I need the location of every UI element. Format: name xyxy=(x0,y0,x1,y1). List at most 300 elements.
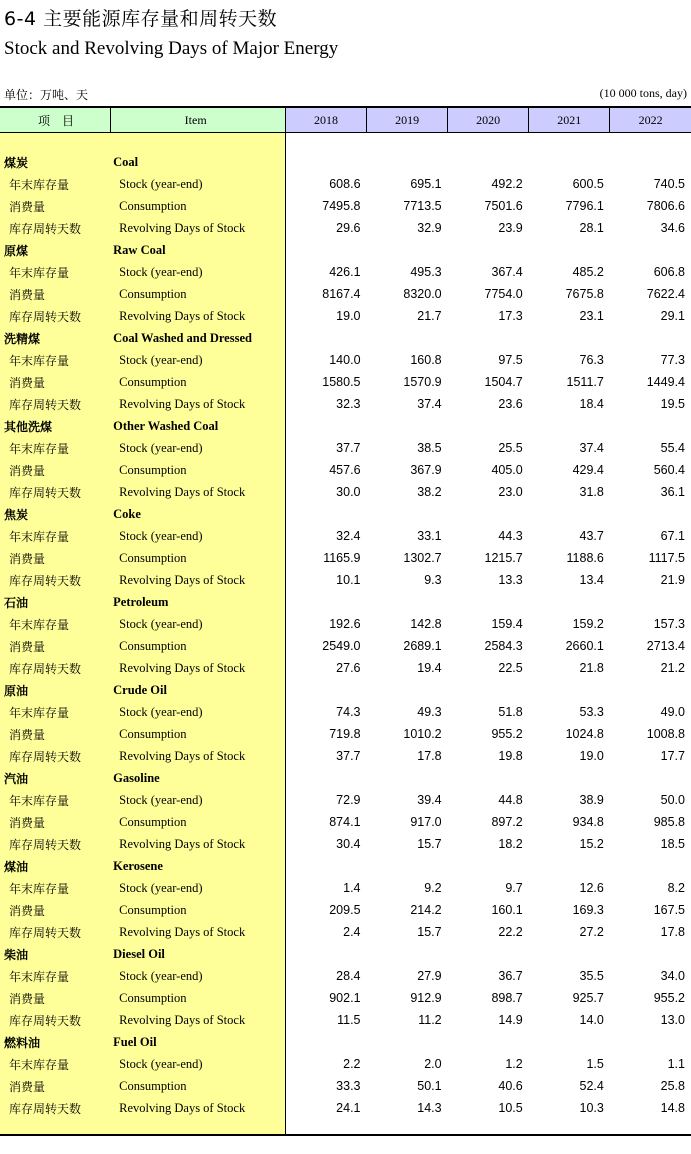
row-label-cn: 库存周转天数 xyxy=(9,309,82,324)
value-cell: 50.1 xyxy=(417,1079,442,1093)
category-label-cn: 其他洗煤 xyxy=(4,419,53,434)
empty-cell xyxy=(285,503,366,525)
value-cell: 159.2 xyxy=(572,617,604,631)
value-cell: 39.4 xyxy=(417,793,442,807)
value-cell: 695.1 xyxy=(410,177,442,191)
value-cell: 9.2 xyxy=(424,881,442,895)
value-cell: 608.6 xyxy=(329,177,361,191)
value-cell: 14.0 xyxy=(579,1013,604,1027)
value-cell: 53.3 xyxy=(579,705,604,719)
value-cell: 44.3 xyxy=(498,529,523,543)
row-label-en: Consumption xyxy=(119,902,187,917)
value-cell: 917.0 xyxy=(410,815,442,829)
table-row xyxy=(0,459,691,481)
value-cell: 13.3 xyxy=(498,573,523,587)
value-cell: 23.0 xyxy=(498,485,523,499)
row-label-cn: 年末库存量 xyxy=(9,793,70,808)
row-label-cn: 消费量 xyxy=(9,463,46,478)
row-label-en: Revolving Days of Stock xyxy=(119,1100,246,1115)
row-label-en: Revolving Days of Stock xyxy=(119,836,246,851)
empty-cell xyxy=(285,1031,366,1053)
row-label-en: Consumption xyxy=(119,1078,187,1093)
value-cell: 36.1 xyxy=(660,485,685,499)
value-cell: 140.0 xyxy=(329,353,361,367)
table-row xyxy=(0,1075,691,1097)
value-cell: 1570.9 xyxy=(403,375,442,389)
value-cell: 44.8 xyxy=(498,793,523,807)
value-cell: 429.4 xyxy=(572,463,604,477)
value-cell: 21.8 xyxy=(579,661,604,675)
table-header-row xyxy=(0,108,691,133)
value-cell: 7754.0 xyxy=(484,287,523,301)
row-label-cn: 消费量 xyxy=(9,375,46,390)
row-label-cn: 库存周转天数 xyxy=(9,397,82,412)
value-cell: 38.9 xyxy=(579,793,604,807)
value-cell: 160.8 xyxy=(410,353,442,367)
table-row xyxy=(0,635,691,657)
value-cell: 10.3 xyxy=(579,1101,604,1115)
table-row xyxy=(0,371,691,393)
row-label-en: Stock (year-end) xyxy=(119,704,203,719)
empty-cell xyxy=(448,943,529,965)
row-label-cn: 消费量 xyxy=(9,199,46,214)
row-label-en: Revolving Days of Stock xyxy=(119,1012,246,1027)
value-cell: 1.1 xyxy=(667,1057,685,1071)
value-cell: 902.1 xyxy=(329,991,361,1005)
category-label-cn: 原煤 xyxy=(4,243,29,258)
empty-cell xyxy=(610,239,691,261)
unit-label-en: (10 000 tons, day) xyxy=(599,86,687,100)
value-cell: 2660.1 xyxy=(565,639,604,653)
row-label-cn: 年末库存量 xyxy=(9,881,70,896)
value-cell: 74.3 xyxy=(336,705,361,719)
value-cell: 159.4 xyxy=(491,617,523,631)
table-row xyxy=(0,349,691,371)
category-label-en: Fuel Oil xyxy=(113,1034,157,1049)
row-label-en: Consumption xyxy=(119,198,187,213)
table-row xyxy=(0,657,691,679)
value-cell: 719.8 xyxy=(329,727,361,741)
table-row xyxy=(0,745,691,767)
row-label-en: Stock (year-end) xyxy=(119,352,203,367)
empty-cell xyxy=(448,239,529,261)
header-year: 2020 xyxy=(448,108,529,133)
value-cell: 9.3 xyxy=(424,573,442,587)
row-label-en: Revolving Days of Stock xyxy=(119,924,246,939)
value-cell: 10.5 xyxy=(498,1101,523,1115)
category-label-en: Coke xyxy=(113,506,141,521)
empty-cell xyxy=(367,767,448,789)
table-top-rule xyxy=(0,106,691,108)
value-cell: 169.3 xyxy=(572,903,604,917)
empty-cell xyxy=(610,327,691,349)
row-label-en: Revolving Days of Stock xyxy=(119,396,246,411)
category-row xyxy=(0,591,691,613)
category-label-en: Coal xyxy=(113,154,139,169)
row-label-cn: 库存周转天数 xyxy=(9,1101,82,1116)
value-cell: 51.8 xyxy=(498,705,523,719)
row-label-cn: 年末库存量 xyxy=(9,969,70,984)
value-cell: 740.5 xyxy=(653,177,685,191)
value-cell: 912.9 xyxy=(410,991,442,1005)
value-cell: 27.9 xyxy=(417,969,442,983)
category-label-en: Raw Coal xyxy=(113,242,166,257)
empty-cell xyxy=(367,239,448,261)
value-cell: 14.9 xyxy=(498,1013,523,1027)
value-cell: 8320.0 xyxy=(403,287,442,301)
empty-cell xyxy=(367,415,448,437)
value-cell: 15.7 xyxy=(417,925,442,939)
value-cell: 72.9 xyxy=(336,793,361,807)
value-cell: 1511.7 xyxy=(566,375,604,389)
value-cell: 29.6 xyxy=(336,221,361,235)
value-cell: 36.7 xyxy=(498,969,523,983)
category-row xyxy=(0,679,691,701)
value-cell: 17.8 xyxy=(660,925,685,939)
value-cell: 485.2 xyxy=(572,265,604,279)
value-cell: 23.1 xyxy=(579,309,604,323)
energy-table-container xyxy=(0,106,691,1137)
row-label-cn: 消费量 xyxy=(9,815,46,830)
value-cell: 157.3 xyxy=(653,617,685,631)
value-cell: 13.4 xyxy=(579,573,604,587)
value-cell: 167.5 xyxy=(653,903,685,917)
value-cell: 11.2 xyxy=(418,1013,442,1027)
row-label-cn: 年末库存量 xyxy=(9,617,70,632)
value-cell: 2.0 xyxy=(424,1057,442,1071)
value-cell: 10.1 xyxy=(336,573,361,587)
value-cell: 457.6 xyxy=(329,463,361,477)
value-cell: 19.8 xyxy=(498,749,523,763)
empty-cell xyxy=(610,503,691,525)
table-row xyxy=(0,173,691,195)
row-label-cn: 库存周转天数 xyxy=(9,221,82,236)
value-cell: 33.3 xyxy=(336,1079,361,1093)
value-cell: 28.4 xyxy=(336,969,361,983)
page-title-cn: 6-4 主要能源库存量和周转天数 xyxy=(4,8,278,30)
value-cell: 19.0 xyxy=(336,309,361,323)
table-row xyxy=(0,217,691,239)
row-label-en: Revolving Days of Stock xyxy=(119,484,246,499)
row-label-cn: 消费量 xyxy=(9,287,46,302)
value-cell: 17.8 xyxy=(417,749,442,763)
category-label-cn: 原油 xyxy=(4,683,29,698)
value-cell: 30.4 xyxy=(336,837,361,851)
row-label-cn: 消费量 xyxy=(9,1079,46,1094)
value-cell: 29.1 xyxy=(660,309,685,323)
table-row xyxy=(0,987,691,1009)
empty-cell xyxy=(448,151,529,173)
value-cell: 97.5 xyxy=(498,353,523,367)
category-row xyxy=(0,415,691,437)
row-label-en: Consumption xyxy=(119,638,187,653)
table-row xyxy=(0,437,691,459)
value-cell: 40.6 xyxy=(498,1079,523,1093)
value-cell: 67.1 xyxy=(660,529,685,543)
table-row xyxy=(0,525,691,547)
empty-cell xyxy=(529,855,610,877)
row-label-en: Consumption xyxy=(119,286,187,301)
row-label-cn: 消费量 xyxy=(9,903,46,918)
value-cell: 9.7 xyxy=(505,881,523,895)
empty-cell xyxy=(610,943,691,965)
value-cell: 21.9 xyxy=(660,573,685,587)
value-cell: 12.6 xyxy=(579,881,604,895)
value-cell: 38.5 xyxy=(417,441,442,455)
value-cell: 7622.4 xyxy=(646,287,685,301)
row-label-en: Stock (year-end) xyxy=(119,880,203,895)
category-label-cn: 石油 xyxy=(4,595,29,610)
empty-cell xyxy=(285,943,366,965)
value-cell: 1117.5 xyxy=(648,551,685,565)
value-cell: 52.4 xyxy=(579,1079,604,1093)
table-row xyxy=(0,195,691,217)
table-row xyxy=(0,723,691,745)
value-cell: 1.5 xyxy=(586,1057,604,1071)
row-label-cn: 年末库存量 xyxy=(9,265,70,280)
value-cell: 18.5 xyxy=(660,837,685,851)
table-row xyxy=(0,789,691,811)
empty-cell xyxy=(367,679,448,701)
value-cell: 1302.7 xyxy=(403,551,442,565)
row-label-en: Stock (year-end) xyxy=(119,1056,203,1071)
value-cell: 22.5 xyxy=(498,661,523,675)
row-label-en: Consumption xyxy=(119,374,187,389)
empty-cell xyxy=(529,591,610,613)
value-cell: 25.8 xyxy=(660,1079,685,1093)
empty-cell xyxy=(448,591,529,613)
header-year: 2022 xyxy=(610,108,691,133)
table-row xyxy=(0,833,691,855)
value-cell: 955.2 xyxy=(653,991,685,1005)
value-cell: 17.7 xyxy=(660,749,685,763)
table-row xyxy=(0,481,691,503)
value-cell: 898.7 xyxy=(491,991,523,1005)
category-row xyxy=(0,327,691,349)
value-cell: 1010.2 xyxy=(403,727,442,741)
empty-cell xyxy=(529,503,610,525)
value-cell: 367.4 xyxy=(491,265,523,279)
header-year: 2021 xyxy=(529,108,610,133)
row-label-en: Stock (year-end) xyxy=(119,176,203,191)
value-cell: 19.4 xyxy=(417,661,442,675)
value-cell: 77.3 xyxy=(660,353,685,367)
category-label-cn: 煤炭 xyxy=(4,155,29,170)
table-row xyxy=(0,261,691,283)
value-cell: 7675.8 xyxy=(565,287,604,301)
category-label-en: Coal Washed and Dressed xyxy=(113,330,252,345)
category-row xyxy=(0,151,691,173)
empty-cell xyxy=(367,591,448,613)
value-cell: 606.8 xyxy=(653,265,685,279)
row-label-en: Revolving Days of Stock xyxy=(119,660,246,675)
empty-cell xyxy=(610,679,691,701)
value-cell: 7495.8 xyxy=(322,199,361,213)
category-row xyxy=(0,1031,691,1053)
value-cell: 7501.6 xyxy=(484,199,523,213)
category-label-cn: 燃料油 xyxy=(4,1035,41,1050)
value-cell: 31.8 xyxy=(579,485,604,499)
value-cell: 1008.8 xyxy=(646,727,685,741)
empty-cell xyxy=(285,415,366,437)
empty-cell xyxy=(367,943,448,965)
row-label-cn: 年末库存量 xyxy=(9,353,70,368)
category-label-cn: 柴油 xyxy=(4,947,29,962)
category-label-en: Diesel Oil xyxy=(113,946,165,961)
value-cell: 49.0 xyxy=(660,705,685,719)
value-cell: 14.8 xyxy=(660,1101,685,1115)
table-row xyxy=(0,701,691,723)
value-cell: 600.5 xyxy=(572,177,604,191)
category-label-cn: 汽油 xyxy=(4,771,29,786)
value-cell: 209.5 xyxy=(329,903,361,917)
value-cell: 23.6 xyxy=(498,397,523,411)
value-cell: 27.6 xyxy=(336,661,361,675)
row-label-cn: 库存周转天数 xyxy=(9,573,82,588)
table-row xyxy=(0,877,691,899)
empty-cell xyxy=(529,327,610,349)
value-cell: 2713.4 xyxy=(646,639,685,653)
value-cell: 18.2 xyxy=(498,837,523,851)
value-cell: 22.2 xyxy=(498,925,523,939)
value-cell: 1024.8 xyxy=(565,727,604,741)
row-label-cn: 消费量 xyxy=(9,727,46,742)
table-row xyxy=(0,569,691,591)
value-cell: 1165.9 xyxy=(323,551,361,565)
value-cell: 1449.4 xyxy=(646,375,685,389)
category-row xyxy=(0,943,691,965)
empty-cell xyxy=(285,767,366,789)
value-cell: 32.9 xyxy=(417,221,442,235)
value-cell: 560.4 xyxy=(653,463,685,477)
value-cell: 2584.3 xyxy=(484,639,523,653)
row-label-cn: 库存周转天数 xyxy=(9,485,82,500)
row-label-cn: 消费量 xyxy=(9,991,46,1006)
value-cell: 14.3 xyxy=(417,1101,442,1115)
value-cell: 43.7 xyxy=(579,529,604,543)
empty-cell xyxy=(285,855,366,877)
row-label-en: Revolving Days of Stock xyxy=(119,748,246,763)
value-cell: 985.8 xyxy=(653,815,685,829)
empty-cell xyxy=(529,151,610,173)
unit-label-cn: 单位：万吨、天 xyxy=(4,88,89,102)
table-row xyxy=(0,899,691,921)
value-cell: 1188.6 xyxy=(566,551,604,565)
empty-cell xyxy=(367,855,448,877)
empty-cell xyxy=(610,767,691,789)
table-row xyxy=(0,283,691,305)
category-label-cn: 焦炭 xyxy=(4,507,29,522)
empty-cell xyxy=(529,943,610,965)
table-row xyxy=(0,965,691,987)
table-row xyxy=(0,613,691,635)
empty-cell xyxy=(529,415,610,437)
value-cell: 24.1 xyxy=(336,1101,361,1115)
empty-cell xyxy=(529,1031,610,1053)
table-row xyxy=(0,1097,691,1119)
table-spacer-row xyxy=(0,133,691,152)
value-cell: 8167.4 xyxy=(322,287,361,301)
category-row xyxy=(0,767,691,789)
value-cell: 76.3 xyxy=(579,353,604,367)
value-cell: 925.7 xyxy=(572,991,604,1005)
empty-cell xyxy=(285,327,366,349)
table-row xyxy=(0,547,691,569)
category-label-cn: 煤油 xyxy=(4,859,29,874)
value-cell: 934.8 xyxy=(572,815,604,829)
empty-cell xyxy=(448,1031,529,1053)
value-cell: 18.4 xyxy=(579,397,604,411)
value-cell: 1504.7 xyxy=(484,375,523,389)
value-cell: 15.2 xyxy=(579,837,604,851)
row-label-cn: 库存周转天数 xyxy=(9,1013,82,1028)
value-cell: 35.5 xyxy=(579,969,604,983)
row-label-cn: 年末库存量 xyxy=(9,177,70,192)
value-cell: 21.2 xyxy=(660,661,685,675)
value-cell: 405.0 xyxy=(491,463,523,477)
value-cell: 34.0 xyxy=(660,969,685,983)
value-cell: 25.5 xyxy=(498,441,523,455)
empty-cell xyxy=(367,151,448,173)
row-label-en: Revolving Days of Stock xyxy=(119,308,246,323)
table-row xyxy=(0,305,691,327)
table-row xyxy=(0,393,691,415)
empty-cell xyxy=(610,855,691,877)
empty-cell xyxy=(610,151,691,173)
value-cell: 1580.5 xyxy=(322,375,361,389)
value-cell: 492.2 xyxy=(491,177,523,191)
value-cell: 367.9 xyxy=(410,463,442,477)
table-row xyxy=(0,811,691,833)
empty-cell xyxy=(610,591,691,613)
header-item-en: Item xyxy=(110,108,285,133)
header-year: 2018 xyxy=(285,108,366,133)
empty-cell xyxy=(367,503,448,525)
empty-cell xyxy=(448,415,529,437)
value-cell: 955.2 xyxy=(491,727,523,741)
category-label-en: Other Washed Coal xyxy=(113,418,219,433)
category-row xyxy=(0,239,691,261)
category-label-en: Crude Oil xyxy=(113,682,167,697)
row-label-en: Consumption xyxy=(119,550,187,565)
empty-cell xyxy=(285,679,366,701)
category-label-en: Petroleum xyxy=(113,594,169,609)
value-cell: 495.3 xyxy=(410,265,442,279)
value-cell: 37.4 xyxy=(579,441,604,455)
value-cell: 19.5 xyxy=(660,397,685,411)
value-cell: 1.4 xyxy=(343,881,361,895)
row-label-en: Consumption xyxy=(119,990,187,1005)
empty-cell xyxy=(448,327,529,349)
value-cell: 11.5 xyxy=(337,1013,361,1027)
value-cell: 1.2 xyxy=(505,1057,523,1071)
value-cell: 17.3 xyxy=(498,309,523,323)
value-cell: 33.1 xyxy=(417,529,442,543)
table-row xyxy=(0,921,691,943)
row-label-en: Consumption xyxy=(119,726,187,741)
row-label-cn: 年末库存量 xyxy=(9,529,70,544)
empty-cell xyxy=(529,239,610,261)
value-cell: 214.2 xyxy=(410,903,442,917)
value-cell: 426.1 xyxy=(329,265,361,279)
value-cell: 37.4 xyxy=(417,397,442,411)
row-label-cn: 库存周转天数 xyxy=(9,837,82,852)
table-bottom-rule xyxy=(0,1134,691,1136)
empty-cell xyxy=(285,591,366,613)
category-row xyxy=(0,855,691,877)
value-cell: 1215.7 xyxy=(484,551,523,565)
row-label-cn: 年末库存量 xyxy=(9,705,70,720)
